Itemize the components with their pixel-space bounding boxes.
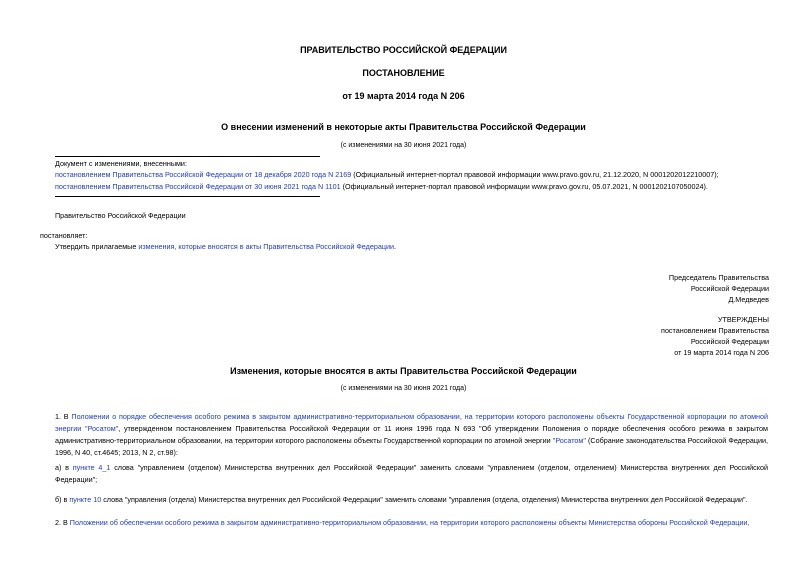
subparagraph-a xyxy=(55,462,768,486)
signature-name: Д.Медведев xyxy=(728,295,769,304)
subparagraph-b-text: слова "управления (отдела) Министерства внутренних дел Российской Федерации" заменить словами "управления (отдела, отделения) Министерства внутренних дел Российской Федерации". xyxy=(101,495,748,504)
resolves-label: постановляет: xyxy=(40,231,88,240)
subparagraph-a-text: слова "управлением (отделом) Министерства внутренних дел Российской Федерации" заменить словами "управлением (отделом, отделением) Министерства внутренних дел Российской Федерации"; xyxy=(55,463,768,484)
paragraph-1-link-rosatom[interactable]: "Росатом" xyxy=(552,436,586,445)
paragraph-2-pre: 2. В xyxy=(55,518,70,527)
approved-by: постановлением Правительства xyxy=(661,326,769,335)
government-name: Правительство Российской Федерации xyxy=(55,211,186,220)
document-type: ПОСТАНОВЛЕНИЕ xyxy=(362,68,445,78)
document-title: О внесении изменений в некоторые акты Правительства Российской Федерации xyxy=(221,122,586,132)
edition-note: (с изменениями на 30 июня 2021 года) xyxy=(340,142,467,149)
paragraph-1-pre: 1. В xyxy=(55,412,72,421)
approve-text-pre: Утвердить прилагаемые xyxy=(55,242,139,251)
amendment-source-1: (Официальный интернет-портал правовой информации www.pravo.gov.ru, 21.12.2020, N 0001202012210007); xyxy=(351,170,719,179)
paragraph-1 xyxy=(55,411,768,459)
changes-link[interactable]: изменения, которые вносятся в акты Правительства Российской Федерации xyxy=(138,242,394,251)
subparagraph-b xyxy=(55,494,768,506)
point-4-1-link[interactable]: пункте 4_1 xyxy=(72,463,111,472)
paragraph-1-text: , утвержденном постановлением Правительства Российской Федерации от 11 июня 1996 года N 693 "Об утверждении Положения о порядке обеспечения особого режима в закрытом административно-территориальном образовании, на территории которого расположены объекты Государственной корпорации по атомной энергии xyxy=(55,424,768,445)
approve-text-post: . xyxy=(393,242,396,251)
document-date: от 19 марта 2014 года N 206 xyxy=(342,91,465,101)
signature-country: Российской Федерации xyxy=(690,284,769,293)
amendment-line-2 xyxy=(55,182,708,191)
changes-edition-note: (с изменениями на 30 июня 2021 года) xyxy=(340,385,467,392)
amendment-link-1[interactable]: постановлением Правительства Российской Федерации от 18 декабря 2020 года N 2169 xyxy=(55,170,352,179)
approved-date: от 19 марта 2014 года N 206 xyxy=(674,348,769,357)
amendment-line-1 xyxy=(55,170,719,179)
paragraph-1-link-regulation[interactable]: Положении о порядке обеспечения особого режима в закрытом административно-территориальном образовании, на территории которого расположены объекты Государственной корпорации по атомной энергии "Росатом" xyxy=(55,412,768,433)
government-heading: ПРАВИТЕЛЬСТВО РОССИЙСКОЙ ФЕДЕРАЦИИ xyxy=(300,45,507,55)
changes-title: Изменения, которые вносятся в акты Правительства Российской Федерации xyxy=(230,366,577,376)
approved-label: УТВЕРЖДЕНЫ xyxy=(717,315,769,324)
subparagraph-a-pre: а) в xyxy=(55,463,73,472)
subparagraph-b-pre: б) в xyxy=(55,495,70,504)
amendment-source-2: (Официальный интернет-портал правовой информации www.pravo.gov.ru, 05.07.2021, N 0001202107050024). xyxy=(340,182,708,191)
bottom-divider xyxy=(55,196,320,197)
signature-title: Председатель Правительства xyxy=(668,273,769,282)
point-10-link[interactable]: пункте 10 xyxy=(69,495,102,504)
paragraph-2-link[interactable]: Положении об обеспечении особого режима в закрытом административно-территориальном образовании, на территории которого расположены объекты Министерства обороны Российской Федерации, xyxy=(69,518,750,527)
approved-country: Российской Федерации xyxy=(690,337,769,346)
amendment-link-2[interactable]: постановлением Правительства Российской Федерации от 30 июня 2021 года N 1101 xyxy=(55,182,341,191)
changes-intro: Документ с изменениями, внесенными: xyxy=(55,159,187,168)
paragraph-1-post: (Собрание законодательства Российской Федерации, 1996, N 40, ст.4645; 2013, N 2, ст.98): xyxy=(55,436,768,457)
top-divider xyxy=(55,156,320,157)
approve-paragraph xyxy=(55,242,396,251)
paragraph-2 xyxy=(55,517,768,529)
